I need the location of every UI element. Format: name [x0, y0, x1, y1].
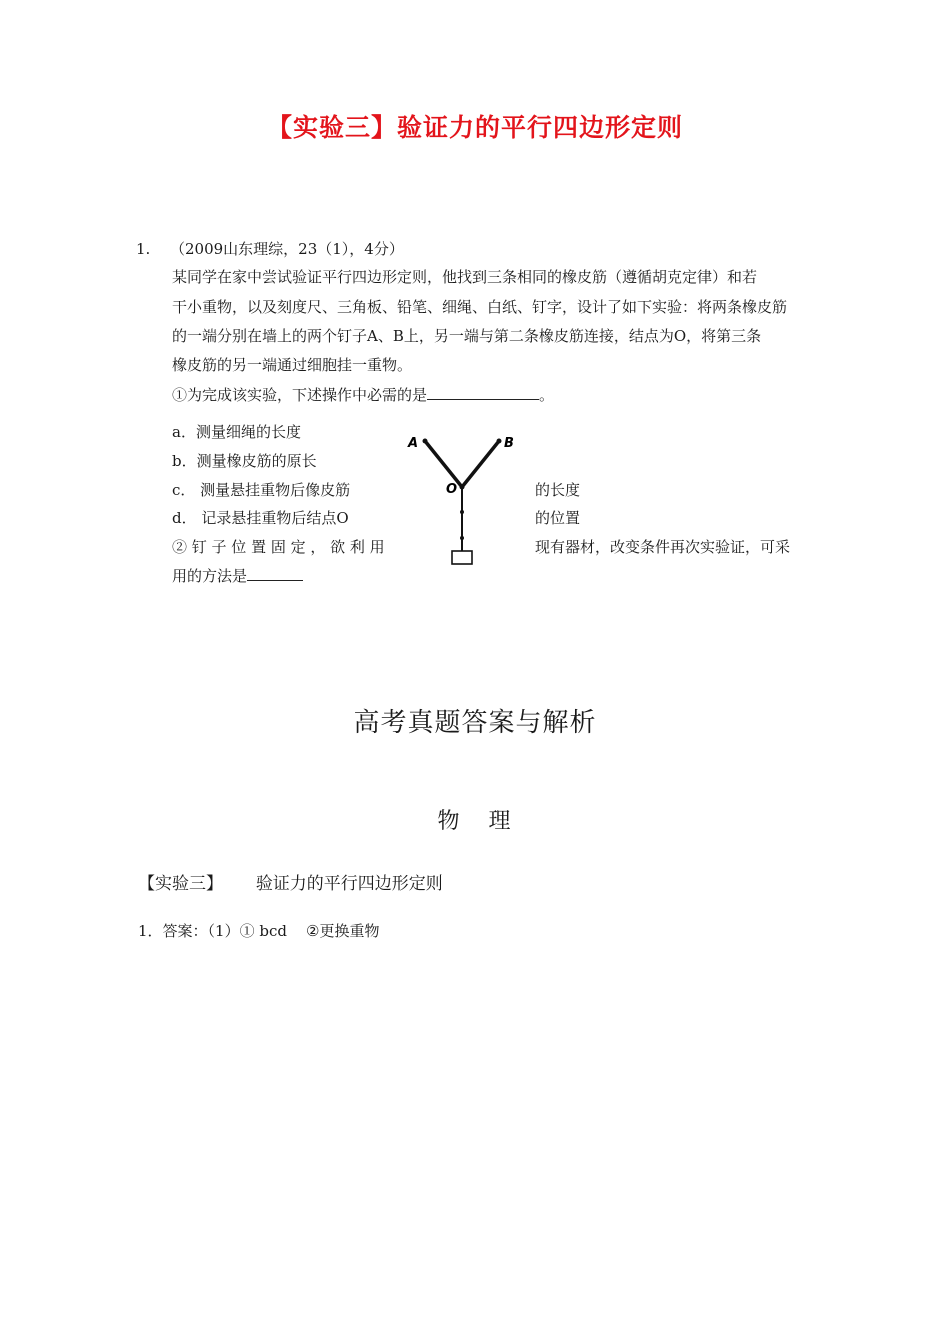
knot-o	[460, 485, 465, 490]
question-source: （2009山东理综，23（1），4分）	[170, 240, 404, 258]
answer-blank-2	[247, 566, 303, 581]
option-a: a．测量细绳的长度	[172, 423, 301, 441]
question-number: 1.	[136, 240, 151, 258]
label-b: B	[504, 436, 514, 451]
label-o: O	[446, 482, 458, 497]
part2-end-text: 用的方法是	[172, 567, 248, 585]
option-b: b．测量橡皮筋的原长	[172, 452, 317, 470]
part2-left: ② 钉 子 位 置 固 定 ， 欲 利 用	[172, 538, 385, 556]
rubber-band-figure	[400, 430, 530, 570]
part2-right: 现有器材，改变条件再次实验证，可采	[535, 538, 791, 556]
option-c-right: 的长度	[535, 481, 581, 499]
subject-heading: 物 理	[437, 809, 513, 834]
answers-heading: 高考真题答案与解析	[353, 708, 597, 738]
band-mark-1	[460, 510, 464, 514]
band-oa	[425, 441, 462, 487]
stem-line-4: 橡皮筋的另一端通过细胞挂一重物。	[172, 356, 413, 374]
option-c-left: c． 测量悬挂重物后像皮筋	[172, 481, 351, 499]
part1-text: ①为完成该实验，下述操作中必需的是	[172, 386, 428, 404]
answer-blank-1	[427, 385, 539, 400]
part2-end	[172, 566, 303, 586]
stem-line-3: 的一端分别在墙上的两个钉子A、B上，另一端与第二条橡皮筋连接，结点为O，将第三条	[172, 327, 762, 345]
page-title: 【实验三】验证力的平行四边形定则	[266, 113, 683, 142]
band-ob	[462, 441, 499, 487]
part1-prompt: ①为完成该实验，下述操作中必需的是 。	[172, 386, 555, 404]
option-d-left: d． 记录悬挂重物后结点O	[172, 509, 349, 527]
section-tag: 【实验三】	[138, 874, 223, 894]
label-a: A	[408, 436, 419, 451]
weight-box	[452, 551, 472, 564]
section-title: 验证力的平行四边形定则	[255, 874, 443, 894]
stem-line-2: 干小重物，以及刻度尺、三角板、铅笔、细绳、白纸、钉字，设计了如下实验：将两条橡皮筋	[172, 298, 788, 316]
nail-b	[497, 439, 502, 444]
answer-section	[138, 869, 443, 894]
stem-line-1: 某同学在家中尝试验证平行四边形定则，他找到三条相同的橡皮筋（遵循胡克定律）和若	[172, 268, 758, 286]
option-d-right: 的位置	[535, 509, 581, 527]
band-mark-2	[460, 536, 464, 540]
nail-a	[423, 439, 428, 444]
answer-line: 1．答案：（1）① bcd ②更换重物	[138, 922, 380, 940]
